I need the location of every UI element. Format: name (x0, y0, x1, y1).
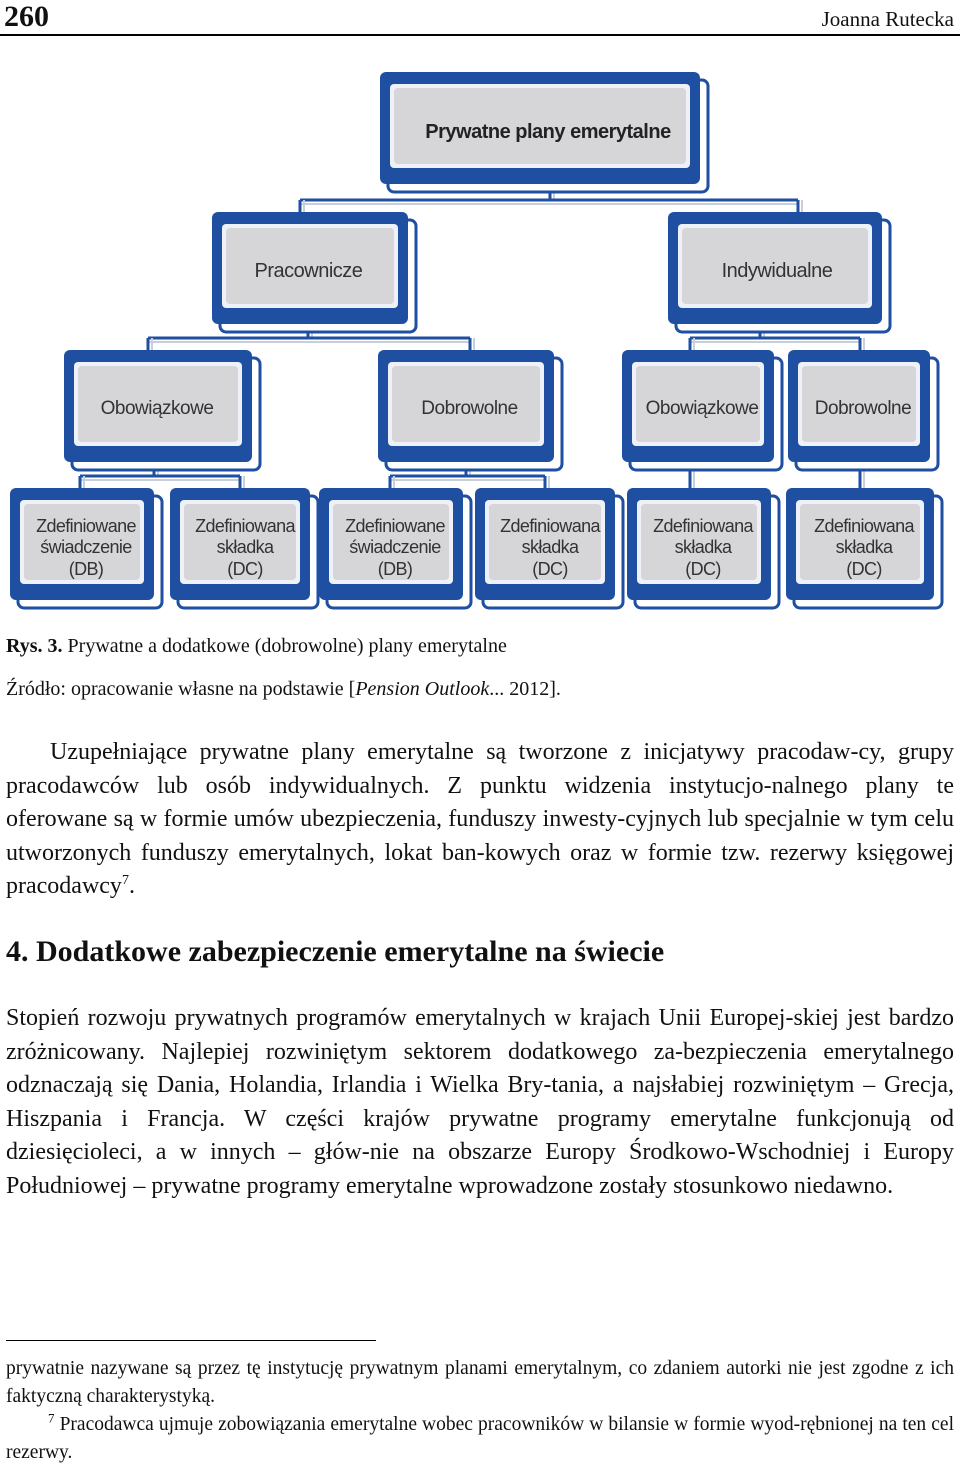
footnote-rule (6, 1340, 376, 1341)
diagram-node-voluntary-individual: Dobrowolne (814, 397, 912, 419)
footnote-ref-7: 7 (121, 873, 129, 889)
footnote-continuation: prywatnie nazywane są przez tę instytucję prywatnym planami emerytalnym, co zdaniem autorki nie jest zgodne z ich faktyczną charakterystyką. (6, 1358, 954, 1407)
caption-text: Prywatne a dodatkowe (dobrowolne) plany emerytalne (62, 635, 507, 657)
diagram-node-individual: Indywidualne (721, 260, 833, 282)
diagram-node-workplace: Pracownicze (254, 260, 363, 282)
author-name: Joanna Rutecka (821, 7, 954, 31)
running-head (0, 0, 960, 36)
diagram-node-dc-4: Zdefiniowana składka (DC) (814, 515, 914, 579)
diagram-node-db-1: Zdefiniowane świadczenie (DB) (36, 515, 136, 579)
diagram-node-mandatory-workplace: Obowiązkowe (100, 397, 214, 419)
footnotes (6, 1355, 954, 1467)
org-diagram (0, 60, 960, 615)
diagram-node-mandatory-individual: Obowiązkowe (645, 397, 759, 419)
figure-caption (6, 633, 507, 659)
source-suffix: ... 2012]. (489, 678, 561, 700)
page-number: 260 (4, 0, 49, 33)
diagram-node-dc-1: Zdefiniowana składka (DC) (195, 515, 295, 579)
body-paragraph-2: Stopień rozwoju prywatnych programów emerytalnych w krajach Unii Europej-skiej jest bardzo zróżnicowany. Najlepiej rozwiniętym sektorem dodatkowego za-bezpieczenia emerytalnego odznaczają się Dania, Holandia, Irlandia i Wielka Bry-tania, a najsłabiej rozwiniętym – Grecja, Hiszpania i Francja. W części krajów prywatne programy emerytalne funkcjonują od dziesięcioleci, a w innych – głów-nie na obszarze Europy Środkowo-Wschodniej i Europy Południowej – prywatne programy emerytalne wprowadzone zostały stosunkowo niedawno. (6, 1005, 954, 1199)
diagram-node-voluntary-workplace: Dobrowolne (421, 397, 518, 419)
diagram-node-dc-3: Zdefiniowana składka (DC) (653, 515, 753, 579)
section-heading: 4. Dodatkowe zabezpieczenie emerytalne na świecie (6, 935, 665, 968)
footnote-7: $^7$ Pracodawca ujmuje zobowiązania emerytalne wobec pracowników w bilansie w formie wyod-rębnionej na ten cel rezerwy. (6, 1410, 954, 1463)
body-paragraph-1: Uzupełniające prywatne plany emerytalne są tworzone z inicjatywy pracodaw-cy, grupy pracodawców lub osób indywidualnych. Z punktu widzenia instytucjo-nalnego plany te oferowane są w formie umów ubezpieczenia, funduszy inwesty-cyjnych lub specjalnie w tym celu utworzonych funduszy emerytalnych, lokat ban-kowych oraz w formie tzw. rezerwy księgowej pracodawcy$^7$. (6, 739, 954, 900)
source-title: Pension Outlook (355, 678, 490, 700)
caption-label: Rys. 3. (6, 635, 63, 657)
footnote-7-number: 7 (48, 1410, 55, 1426)
diagram-node-db-2: Zdefiniowane świadczenie (DB) (345, 515, 445, 579)
diagram-node-dc-2: Zdefiniowana składka (DC) (500, 515, 600, 579)
diagram-node-root: Prywatne plany emerytalne (425, 121, 671, 143)
source-prefix: Źródło: opracowanie własne na podstawie [ (6, 678, 356, 700)
figure-source (6, 676, 561, 702)
